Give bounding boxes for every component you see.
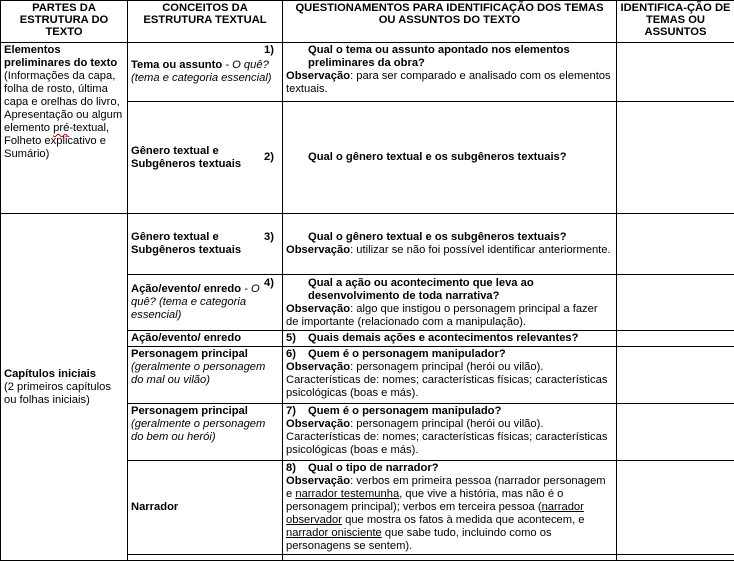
concept-cell: Personagem principal (geralmente o personagem do mal ou vilão) <box>128 347 283 404</box>
question-cell: 5) Quais demais ações e acontecimentos relevantes? <box>283 331 617 347</box>
header-conceitos: CONCEITOS DA ESTRUTURA TEXTUAL <box>128 1 283 43</box>
concept-cell: Gênero textual e Subgêneros textuais <box>128 214 283 275</box>
concept-cell <box>128 555 283 561</box>
identification-cell[interactable] <box>617 347 734 404</box>
part-description: (Informações da capa, folha de rosto, última capa e orelhas do livro, Apresentação ou algum elemento pré-textual, Folheto explicativo e Sumário) <box>4 70 124 161</box>
question-cell: 7) Quem é o personagem manipulado? Observação: personagem principal (herói ou vilão). Características de: nomes; características físicas; características psicológicas (boas e más). <box>283 404 617 461</box>
concept-cell: Tema ou assunto - O quê? (tema e categoria essencial) <box>128 43 283 102</box>
question-cell <box>283 555 617 561</box>
header-questionamentos: QUESTIONAMENTOS PARA IDENTIFICAÇÃO DOS TEMAS OU ASSUNTOS DO TEXTO <box>283 1 617 43</box>
concept-cell: Ação/evento/ enredo <box>128 331 283 347</box>
identification-cell[interactable] <box>617 43 734 102</box>
question-cell: 4) Qual a ação ou acontecimento que leva ao desenvolvimento de toda narrativa? Observação: algo que instigou o personagem principal a fazer de importante (relacionado com a manipulação). <box>283 275 617 331</box>
question-cell: 6) Quem é o personagem manipulador? Observação: personagem principal (herói ou vilão). Características de: nomes; características físicas; características psicológicas (boas e más). <box>283 347 617 404</box>
question-cell: 3) Qual o gênero textual e os subgêneros textuais? Observação: utilizar se não foi possível identificar anteriormente. <box>283 214 617 275</box>
identification-cell[interactable] <box>617 555 734 561</box>
identification-cell[interactable] <box>617 331 734 347</box>
concept-cell: Gênero textual e Subgêneros textuais <box>128 102 283 214</box>
part-description: (2 primeiros capítulos ou folhas iniciais) <box>4 381 124 407</box>
identification-cell[interactable] <box>617 275 734 331</box>
question-cell: 1) Qual o tema ou assunto apontado nos elementos preliminares da obra? Observação: para ser comparado e analisado com os elementos textuais. <box>283 43 617 102</box>
table-row <box>1 214 734 275</box>
identification-cell[interactable] <box>617 404 734 461</box>
part-title: Capítulos iniciais <box>4 368 124 381</box>
part-capitulos-iniciais <box>1 214 128 561</box>
identification-cell[interactable] <box>617 214 734 275</box>
identification-cell[interactable] <box>617 102 734 214</box>
part-elementos-preliminares <box>1 43 128 214</box>
concept-cell: Ação/evento/ enredo - O quê? (tema e categoria essencial) <box>128 275 283 331</box>
header-row <box>1 1 734 43</box>
identification-cell[interactable] <box>617 461 734 555</box>
concept-cell: Narrador <box>128 461 283 555</box>
table-row <box>1 43 734 102</box>
header-partes: PARTES DA ESTRUTURA DO TEXTO <box>1 1 128 43</box>
header-identificacao: IDENTIFICA-ÇÃO DE TEMAS OU ASSUNTOS <box>617 1 734 43</box>
question-cell: 2) Qual o gênero textual e os subgêneros textuais? <box>283 102 617 214</box>
question-cell: 8) Qual o tipo de narrador? Observação: verbos em primeira pessoa (narrador personagem e narrador testemunha, que vive a história, mas não é o personagem principal); verbos em terceira pessoa (narrador observador que mostra os fatos à medida que acontecem, e narrador onisciente que sabe tudo, incluindo como os personagens se sentem). <box>283 461 617 555</box>
concept-cell: Personagem principal (geralmente o personagem do bem ou herói) <box>128 404 283 461</box>
part-title: Elementos preliminares do texto <box>4 44 124 70</box>
